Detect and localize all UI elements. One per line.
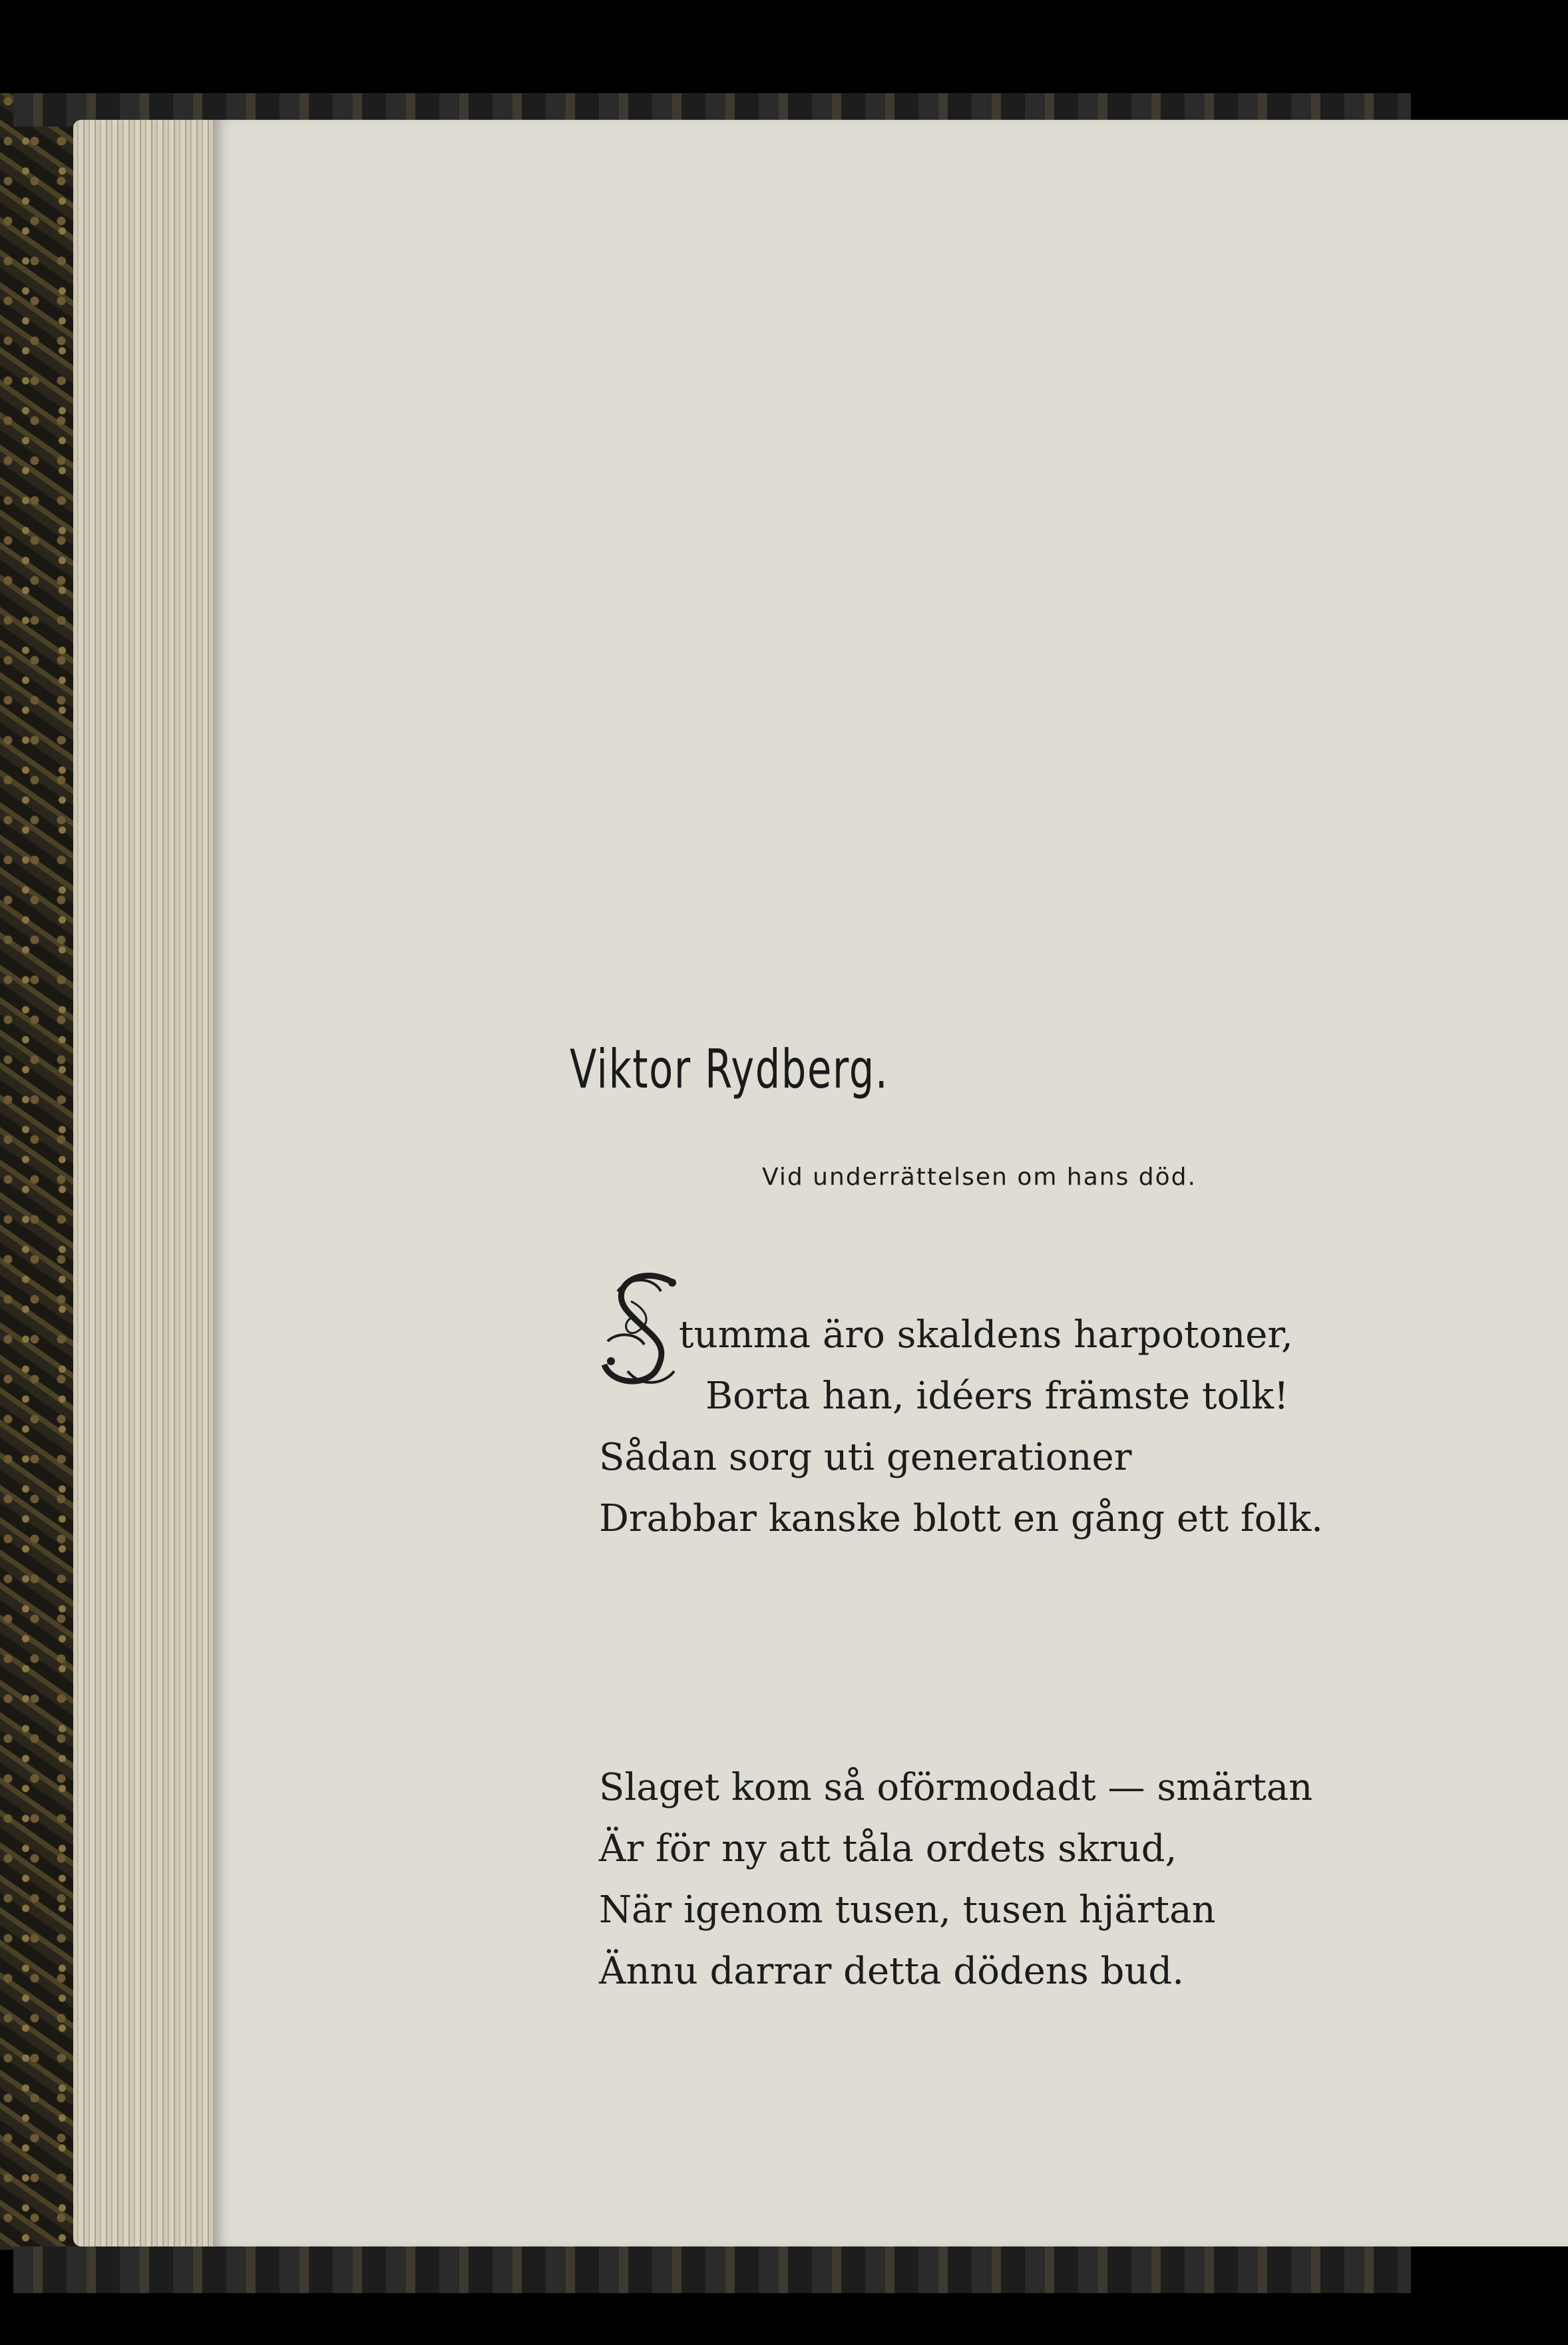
- book-cover-bottom: [13, 2246, 1411, 2293]
- poem-subtitle: Vid underrättelsen om hans död.: [762, 1164, 1197, 1191]
- poem-line: Drabbar kanske blott en gång ett folk.: [599, 1497, 1323, 1540]
- poem-line: Ännu darrar detta dödens bud.: [599, 1950, 1185, 1993]
- poem-line: När igenom tusen, tusen hjärtan: [599, 1888, 1216, 1932]
- poem-title: Viktor Rydberg.: [570, 1038, 889, 1100]
- poem-line: Är för ny att tåla ordets skrud,: [599, 1827, 1177, 1870]
- page-edges: [73, 120, 233, 2246]
- poem-line: tumma äro skaldens harpotoner,: [679, 1313, 1293, 1357]
- stanza-1: [599, 1305, 1323, 1550]
- poem-line: Sådan sorg uti generationer: [599, 1436, 1132, 1479]
- stanza-2: [599, 1757, 1312, 2002]
- poem-line: Borta han, idéers främste tolk!: [705, 1375, 1289, 1418]
- poem-line: Slaget kom så oförmodadt — smärtan: [599, 1766, 1313, 1809]
